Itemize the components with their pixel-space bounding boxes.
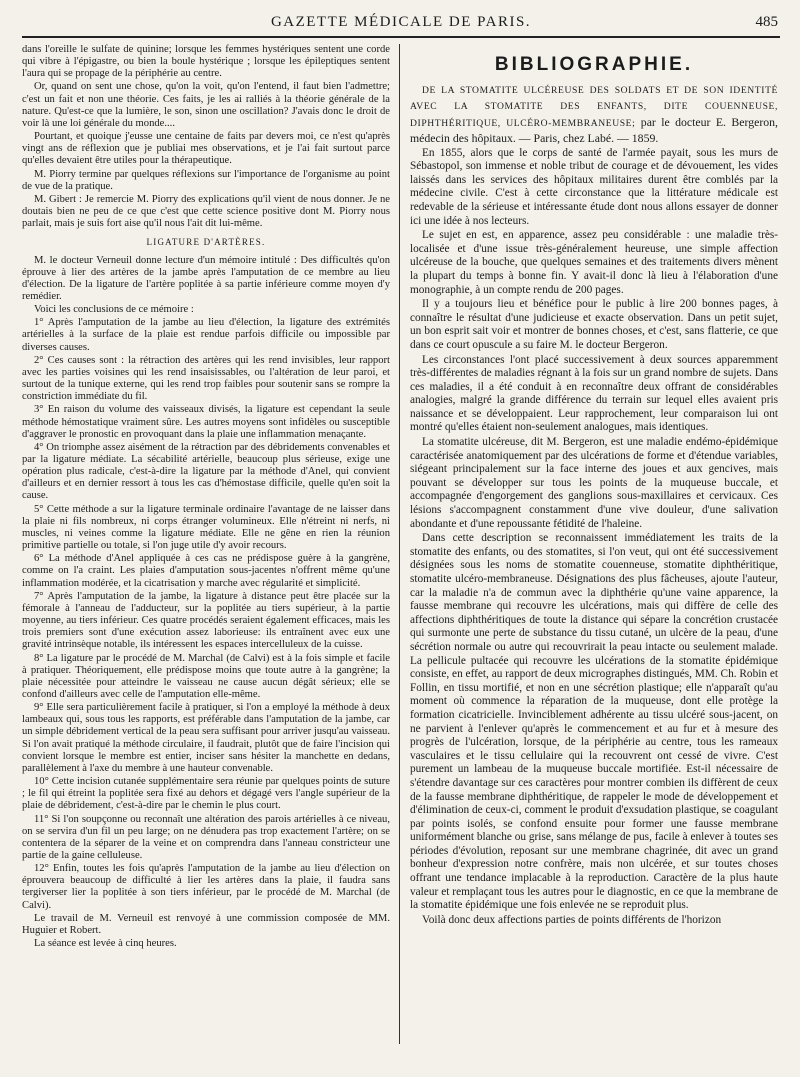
paragraph: M. le docteur Verneuil donne lecture d'un mémoire intitulé : Des difficultés qu'on éprouve à lier des artères de la jambe après l'amputation de ce membre au lieu d'élection. De la ligature de l'artère poplitée à sa partie inférieure comme moyen d'y remédier.: [22, 254, 390, 302]
conclusion-item: 6° La méthode d'Anel appliquée à ces cas ne prédispose guère à la gangrène, comme on l'a craint. Les plaies d'amputation sous-jacentes n'offrent même qu'une inflammation modérée, et la cicatrisation y marche avec régularité et simplicité.: [22, 553, 390, 589]
book-title: DE LA STOMATITE ULCÉREUSE DES SOLDATS ET DE SON IDENTITÉ AVEC LA STOMATITE DES ENFANTS, DITE COUENNEUSE, DIPHTHÉRITIQUE, ULCÉRO-MEMBRANEUSE;: [410, 84, 778, 129]
journal-title: GAZETTE MÉDICALE DE PARIS.: [270, 14, 532, 30]
conclusion-item: 3° En raison du volume des vaisseaux divisés, la ligature est cependant la seule méthode hémostatique vraiment sûre. Les autres moyens sont infidèles ou susceptible d'aggraver le pronostic en provoquant dans la plaie une inflammation menaçante.: [22, 404, 390, 440]
conclusion-item: 8° La ligature par le procédé de M. Marchal (de Calvi) est à la fois simple et facile à pratiquer. Théoriquement, elle prédispose moins que toute autre à la gangrène; la plaie nécessitée pour atteindre le vaisseau ne cause aucun dégât sérieux; elle se confond d'ailleurs avec celle de l'amputation elle-même.: [22, 652, 390, 700]
paragraph: Or, quand on sent une chose, qu'on la voit, qu'on l'entend, il faut bien l'admettre; c'est un fait et non une théorie. Ces faits, je les ai ralliés à la théorie générale de la nature. Qu'est-ce que la lumière, le son, sinon une oscillation? J'avais donc le droit de voir là une loi générale du monde....: [22, 81, 390, 129]
closing-line: La séance est levée à cinq heures.: [34, 938, 177, 950]
bibliography-heading: BIBLIOGRAPHIE.: [494, 54, 694, 75]
conclusion-item: 10° Cette incision cutanée supplémentaire sera réunie par quelques points de suture ; le fil qui étreint la poplitée sera fixé au dehors et dégagé vers l'angle supérieur de la plaie de débridement, c'est-à-dire par le chemin le plus court.: [22, 776, 390, 812]
newspaper-page: [22, 10, 780, 1070]
book-reference: [410, 82, 778, 146]
paragraph: Il y a toujours lieu et bénéfice pour le public à lire 200 bonnes pages, à connaître le résultat d'une judicieuse et exacte observation. Dans un petit sujet, un bon esprit sait voir et montrer de bonnes choses, et c'est, sans flatterie, ce que dans ce court opuscule a su faire M. le docteur Bergeron.: [410, 298, 778, 351]
paragraph: Dans cette description se reconnaissent immédiatement les traits de la stomatite des enfants, ou des stomatites, si l'on veut, qui ont été successivement désignées sous les noms de stomatite couenneuse, stomatite diphthéritique, stomatite ulcéro-membraneuse. Désignations des plus fâcheuses, ajoute l'auteur, car la maladie n'a de commun avec la diphthérie qu'une vaine apparence, la fausse membrane qui recouvre les ulcérations, mais qui diffère de celle des affections diphthéritiques de toute la distance qui sépare la concrétion crustacée qui surmonte une perte de substance du tissu cutané, un ulcère de la peau, d'une sécrétion normale ou autre qui recouvrirait la peau intacte ou seulement malade. La pellicule pultacée qui recouvre les ulcérations de la stomatite épidémique consiste, en effet, au rapport de deux micrographes distingués, MM. Ch. Robin et Follin, en tissu mortifié, et non en une sécrétion plastique; elle n'apparaît qu'au moment où commence la réparation de la muqueuse, dont elle protège la formation cicatricielle. Invinciblement adhérente au tissu ulcéré sous-jacent, on ne parvient à l'enlever qu'après le commencement et au fur et à mesure des progrès de l'ulcération, lorsque, de la périphérie au centre, tous les rameaux vasculaires et le tissu cellulaire qui la recouvrent ont cessé de vivre. C'est purement un lambeau de la muqueuse buccale mortifiée. Est-il nécessaire de s'étendre davantage sur ces caractères pour montrer combien ils diffèrent de ceux de la fausse membrane diphthéritique, de rappeler le mode de développement et d'élimination de ceux-ci, comment le produit d'exsudation plastique, se coagulant par points isolés, se confond ensuite pour former une fausse membrane uniformément blanche ou grise, sans mélange de pus, facile à enlever à toutes ses périodes d'évolution, reposant sur une membrane chagrinée, dit avec un grand bonheur d'expression notre confrère, mais non ulcérée, et sur toutes choses offrant une tendance implacable à la reproduction. Caractère de la plus haute valeur et remplaçant tous les autres pour le diagnostic, en ce que la membrane de la stomatite épidémique une fois enlevée ne se reproduit plus.: [410, 532, 778, 912]
paragraph: M. Piorry termine par quelques réflexions sur l'importance de l'organisme au point de vue de la pratique.: [22, 168, 390, 192]
section-heading: LIGATURE D'ARTÈRES.: [146, 237, 266, 248]
conclusion-item: 12° Enfin, toutes les fois qu'après l'amputation de la jambe au lieu d'élection on éprouvera beaucoup de difficulté à lier les artères dans la plaie, il faudra sans tergiverser lier la poplitée à son tiers inférieur, par le procédé de M. Marchal (de Calvi).: [22, 863, 390, 911]
conclusion-item: 11° Si l'on soupçonne ou reconnaît une altération des parois artérielles à ce niveau, on se servira d'un fil un peu large; on ne dénudera pas trop exactement l'artère; on se contentera de la séparer de la veine et on comprendra dans l'anneau constricteur une partie de la gaine celluleuse.: [22, 813, 390, 861]
book-author-publisher: par le docteur E. Bergeron, médecin des hôpitaux. — Paris, chez Labé. — 1859.: [410, 114, 779, 146]
left-column: [22, 44, 390, 951]
conclusion-item: 5° Cette méthode a sur la ligature terminale ordinaire l'avantage de ne laisser dans la plaie ni fils nombreux, ni corps étranger volumineux. Elle n'étreint ni nerfs, ni muscles, ni veines comme la ligature médiate. Elle ne gêne en rien la réunion primitive partielle ou totale, si l'on juge utile d'y avoir recours.: [22, 503, 390, 552]
running-head: [22, 10, 780, 38]
conclusion-item: 1° Après l'amputation de la jambe au lieu d'élection, la ligature des extrémités artérielles à la surface de la plaie est rendue parfois difficile ou impossible par diverses causes.: [22, 317, 390, 353]
paragraph: Pourtant, et quoique j'eusse une centaine de faits par devers moi, ce n'est qu'après vingt ans de réflexion que je publiai mes observations, et je l'ai fait surtout parce qu'elles devaient être utiles pour la thérapeutique.: [22, 131, 390, 167]
conclusion-item: 4° On triomphe assez aisément de la rétraction par des débridements convenables et par la ligature médiate. La sécabilité artérielle, beaucoup plus sérieuse, exige une opération plus radicale, c'est-à-dire la ligature par la méthode d'Anel, qui convient d'ailleurs et en dernier ressort à tous les cas d'hémostase difficile, quelle qu'en soit la cause.: [22, 441, 390, 502]
paragraph: Voici les conclusions de ce mémoire :: [34, 304, 194, 316]
paragraph: Le travail de M. Verneuil est renvoyé à une commission composée de MM. Huguier et Robert.: [22, 912, 390, 936]
paragraph: Les circonstances l'ont placé successivement à deux sources apparemment très-différentes de maladies régnant à la fois sur un grand nombre de sujets. Dans ces maladies, il a été conduit à en reconnaître deux offrant de considérables analogies, malgré la grande différence du terrain sur lequel elles avaient pris naissance et se développaient. Leur rapprochement, leur comparaison lui ont montré qu'elles étaient non-seulement analogues, mais identiques.: [410, 353, 778, 434]
column-divider: [399, 44, 400, 1044]
page-number: 485: [755, 14, 778, 30]
paragraph: Le sujet en est, en apparence, assez peu considérable : une maladie très-localisée et d'une issue très-généralement heureuse, une simple affection ulcéreuse de la bouche, que quelques semaines et des traitements divers mènent la plupart du temps à bonne fin. Y avait-il donc là lieu à l'élaboration d'une monographie, à un compte rendu de 200 pages.: [410, 229, 778, 296]
paragraph: La stomatite ulcéreuse, dit M. Bergeron, est une maladie endémo-épidémique caractérisée anatomiquement par des ulcérations de forme et d'étendue variables, siégeant principalement sur la face interne des joues et aux gencives, mais pouvant se développer sur tous les points de la muqueuse buccale, et accompagnée d'engorgement des ganglions sous-maxillaires et cervicaux. Ces lésions s'accompagnent constamment d'une vive douleur, d'une salivation abondante et d'une repoussante fétidité de l'haleine.: [410, 436, 778, 530]
paragraph: M. Gibert : Je remercie M. Piorry des explications qu'il vient de nous donner. Je ne doutais bien ne peu de ce que c'est que cette science positive dont M. Piorry nous parlait, mais je suis fort aise qu'il nous l'ait dit lui-même.: [22, 193, 390, 230]
conclusion-item: 2° Ces causes sont : la rétraction des artères qui les rend invisibles, leur rapport avec les parties voisines qui les rend insaisissables, ou l'altération de leur paroi, et surtout de la tunique externe, qui les rend trop faibles pour soutenir sans se rompre la constriction immédiate du fil.: [22, 354, 390, 403]
conclusion-item: 7° Après l'amputation de la jambe, la ligature à distance peut être placée sur la fémorale à l'anneau de l'adducteur, sur la poplitée au tiers supérieur, à la partie moyenne, au tiers inférieur. Ces quatre procédés seraient également efficaces, mais les trois premiers sont d'une exécution assez laborieuse: ils entraînent avec eux une gravité intrinsèque notable, ils intéressent les espaces intercelluleux de la cuisse.: [22, 590, 390, 651]
right-column: [410, 44, 778, 928]
paragraph: Voilà donc deux affections parties de points différents de l'horizon: [422, 913, 722, 926]
paragraph: dans l'oreille le sulfate de quinine; lorsque les femmes hystériques sentent une corde qui vibre à l'épigastre, ou bien la boule hystérique ; lorsque les épileptiques sentent l'aura qui se propage de la périphérie au centre.: [22, 44, 390, 80]
conclusion-item: 9° Elle sera particulièrement facile à pratiquer, si l'on a employé la méthode à deux lambeaux qui, sous tous les rapports, est préférable dans l'amputation de la jambe, car un simple débridement vertical de la peau sera suffisant pour arriver jusqu'au vaisseau. Si l'on avait pratiqué la méthode circulaire, il faudrait, plutôt que de faire l'incision qui convient lorsque le membre est entier, inciser sans hésiter la manchette en dedans, parallèlement à l'axe du membre à une hauteur convenable.: [22, 702, 390, 774]
paragraph: En 1855, alors que le corps de santé de l'armée payait, sous les murs de Sébastopol, son immense et noble tribut de courage et de dévouement, les vides laissés dans les services des hôpitaux militaires durent être comblés par la médecine civile. C'est à cette circonstance que la littérature médicale est redevable de la sérieuse et intéressante étude dont nous allons essayer de donner ici une idée à nos lecteurs.: [410, 146, 778, 227]
